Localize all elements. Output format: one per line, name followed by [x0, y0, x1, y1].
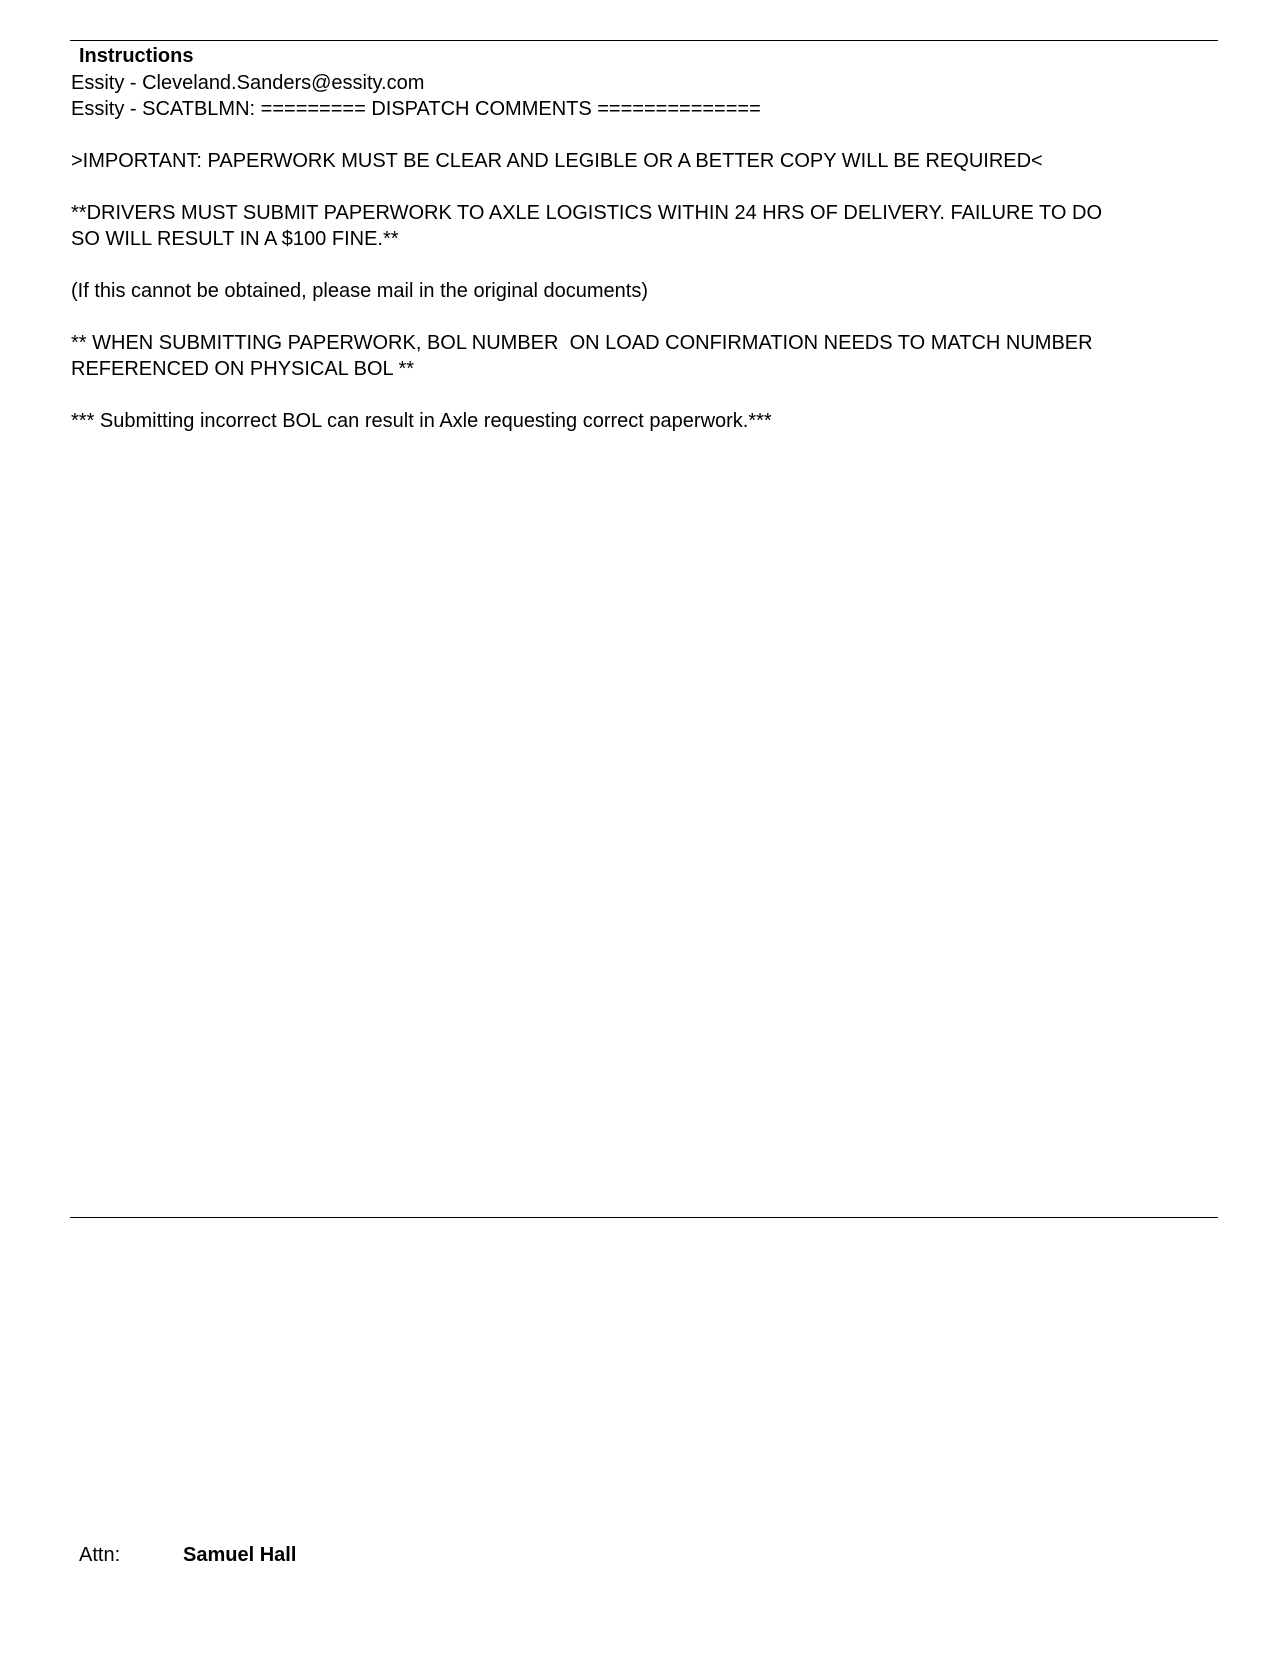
instruction-line: REFERENCED ON PHYSICAL BOL **: [71, 358, 415, 380]
instruction-line: (If this cannot be obtained, please mail in the original documents): [71, 280, 649, 302]
instruction-line: [71, 382, 1191, 408]
instructions-title: Instructions: [79, 45, 194, 67]
instruction-line: ** WHEN SUBMITTING PAPERWORK, BOL NUMBER ON LOAD CONFIRMATION NEEDS TO MATCH NUMBER: [71, 332, 1093, 354]
attn-label: Attn:: [79, 1544, 121, 1566]
instruction-line: **DRIVERS MUST SUBMIT PAPERWORK TO AXLE LOGISTICS WITHIN 24 HRS OF DELIVERY. FAILURE TO DO: [71, 202, 1103, 224]
top-divider: [70, 40, 1218, 41]
instruction-line: [71, 252, 1191, 278]
instruction-line: [71, 122, 1191, 148]
instruction-line: SO WILL RESULT IN A $100 FINE.**: [71, 228, 399, 250]
instruction-line: [71, 174, 1191, 200]
bottom-divider: [70, 1217, 1218, 1218]
instruction-line: [71, 304, 1191, 330]
instruction-line: >IMPORTANT: PAPERWORK MUST BE CLEAR AND LEGIBLE OR A BETTER COPY WILL BE REQUIRED<: [71, 150, 1043, 172]
instructions-body: [71, 70, 1191, 434]
instruction-line: *** Submitting incorrect BOL can result in Axle requesting correct paperwork.***: [71, 410, 772, 432]
instruction-line: Essity - SCATBLMN: ========= DISPATCH COMMENTS ==============: [71, 98, 761, 120]
instruction-line: Essity - Cleveland.Sanders@essity.com: [71, 72, 425, 94]
attn-name: Samuel Hall: [183, 1544, 297, 1566]
